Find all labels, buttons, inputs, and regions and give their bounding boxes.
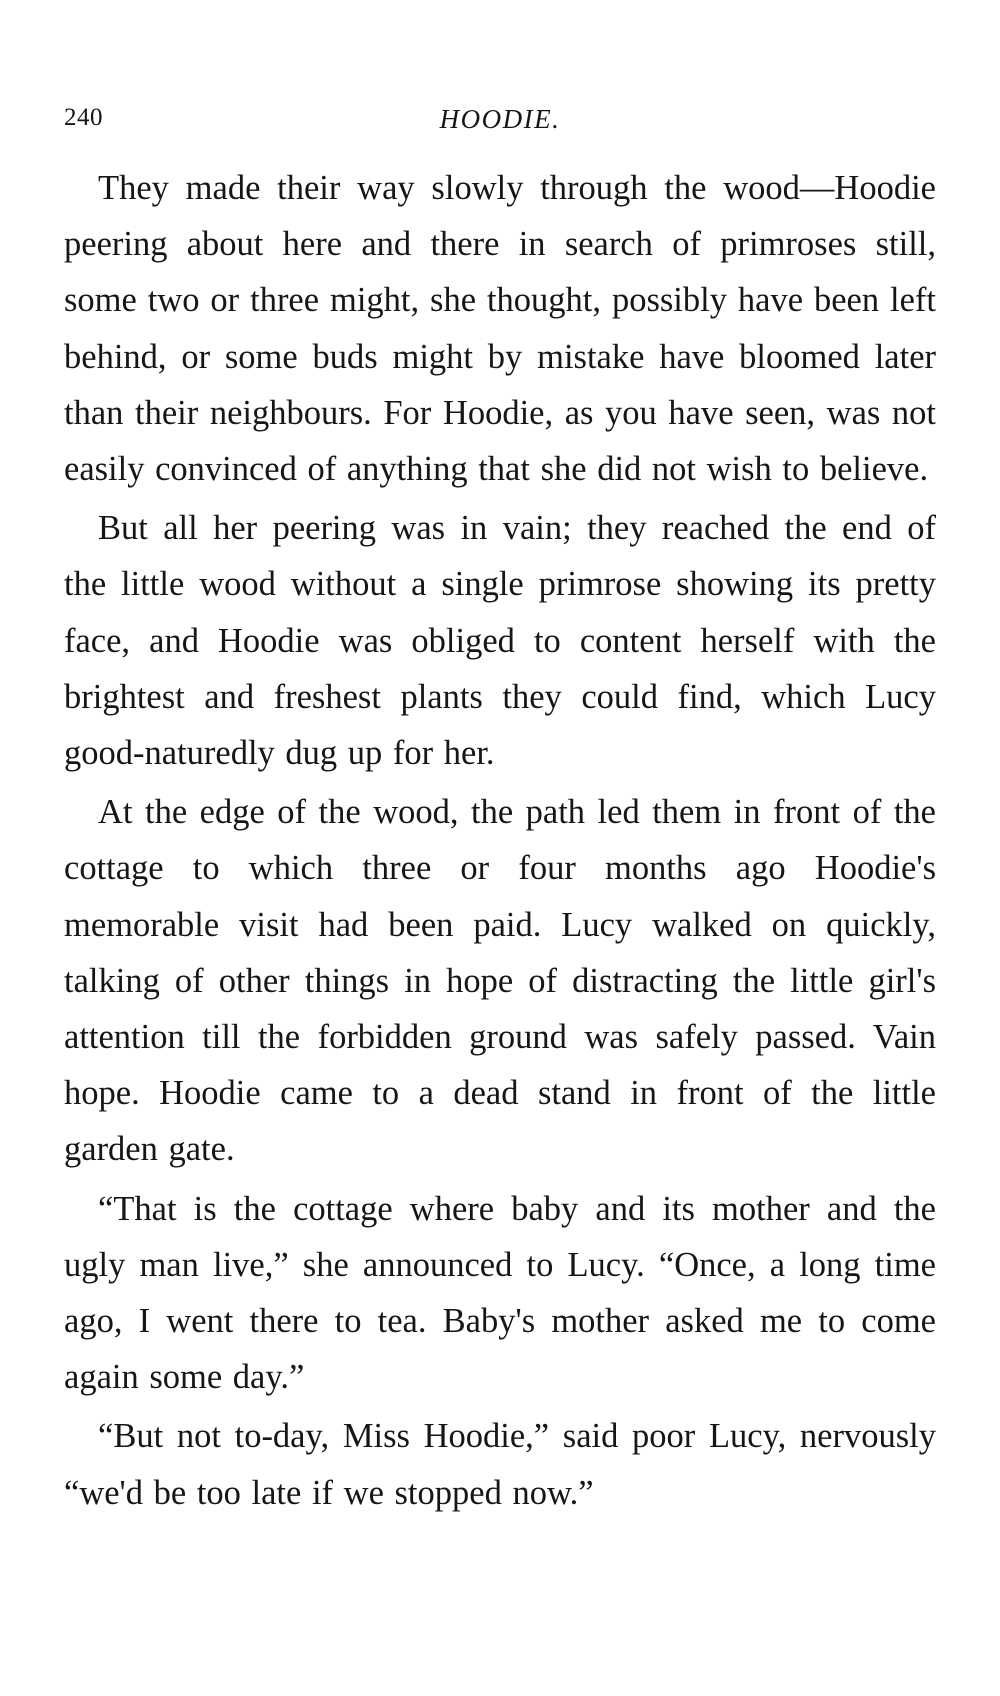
paragraph-1: They made their way slowly through the wood—Hoodie peering about here and there in search of primroses still, some two or three might, she thought, possibly have been left behind, or some buds might by mistake have bloomed later than their neighbours. For Hoodie, as you have seen, was not easily convinced of anything that she did not wish to believe. bbox=[64, 169, 936, 489]
paragraph-3: At the edge of the wood, the path led them in front of the cottage to which three or four months ago Hoodie's memorable visit had been paid. Lucy walked on quickly, talking of other things in hope of distracting the little girl's attention till the forbidden ground was safely passed. Vain hope. Hoodie came to a dead stand in front of the little garden gate. bbox=[64, 793, 936, 1169]
page-header bbox=[64, 104, 936, 144]
body-text bbox=[64, 160, 936, 1521]
paragraph-5: “But not to-day, Miss Hoodie,” said poor Lucy, nervously “we'd be too late if we stopped now.” bbox=[64, 1417, 936, 1512]
paragraph-2: But all her peering was in vain; they reached the end of the little wood without a single primrose showing its pretty face, and Hoodie was obliged to content herself with the brightest and freshest plants they could find, which Lucy good-naturedly dug up for her. bbox=[64, 509, 936, 773]
running-title: HOODIE. bbox=[439, 104, 561, 134]
paragraph-4: “That is the cottage where baby and its mother and the ugly man live,” she announced to Lucy. “Once, a long time ago, I went there to tea. Baby's mother asked me to come again some day.” bbox=[64, 1189, 936, 1397]
page-number: 240 bbox=[64, 104, 103, 131]
